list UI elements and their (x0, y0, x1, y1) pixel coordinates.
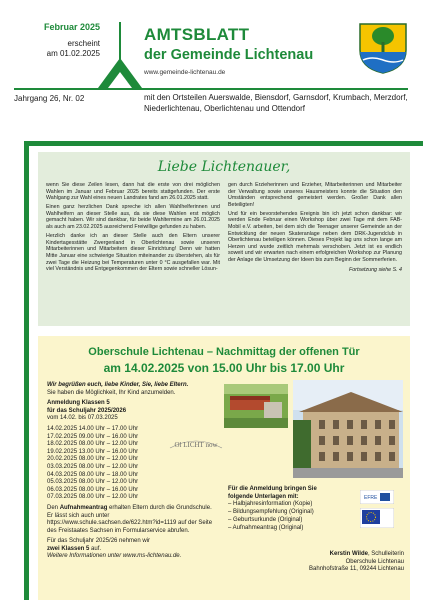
issue-info (14, 22, 100, 59)
greeting-paragraph: wenn Sie diese Zeilen lesen, dann hat die erste von drei möglichen Wahlen im Januar und Februar 2025 bereits stattgefunden. Der erste Wahlgang zur Wahl eines neuen Landrates fand am 26.01.2025 statt. (46, 182, 220, 202)
signer-address: Bahnhofstraße 11, 09244 Lichtenau (309, 566, 404, 573)
application-form-text (47, 505, 215, 535)
greeting-column-1 (46, 182, 220, 275)
registration-year: für das Schuljahr 2025/2026 (47, 407, 127, 414)
green-frame-left (24, 141, 29, 600)
greeting-paragraph: Einen ganz herzlichen Dank spreche ich allen Wahlhelferinnen und Wahlhelfern an dieser Stelle aus, da sie diese Wahlen erst möglich gemacht haben. Wir sind dankbar, für beide Wahltermine am 26.01.2025 als auch am 23.02.2025 ausreichend Freiwillige gefunden zu haben. (46, 204, 220, 231)
logo-triangle-icon (98, 58, 142, 88)
eu-flag-icon (360, 508, 394, 528)
next-year-classes (47, 546, 215, 554)
form-pre: Den (47, 504, 60, 511)
documents-heading: Für die Anmeldung bringen Sie folgende Unterlagen mit: (228, 486, 317, 500)
registration-period: vom 14.02. bis 07.03.2025 (47, 415, 118, 422)
greeting-paragraph: Und für ein bevorstehendes Ereignis bin ich jetzt schon dankbar: wir werden Ende Februar einen Workshop über zwei Tage mit dem FAB-Mobil e.V. arbeiten, bei dem sich die Teenager unserer Gemeinde an der Entwicklung der neuen Skateranlage neben dem DRK-Jugendclub in Oberlichtenau beteiligen können. Dieses Projekt lag uns schon lange am Herzen und wurde zeitlich mehrmals verschoben. Jetzt ist es endlich soweit und wir erwarten nach einem erfolgreichen Workshop zur Planung der Anlage die Umsetzung der Ideen bis zum Beginn der Sommerferien. (228, 210, 402, 264)
school-left-column (47, 382, 215, 561)
website-link[interactable]: www.gemeinde-lichtenau.de (144, 69, 226, 76)
issue-month: Februar 2025 (43, 22, 100, 32)
masthead-title: AMTSBLATT (144, 25, 250, 44)
date-row: 18.02.2025 08.00 Uhr – 12.00 Uhr (47, 441, 139, 448)
greeting-panel (38, 152, 410, 326)
date-row: 03.03.2025 08.00 Uhr – 12.00 Uhr (47, 463, 139, 470)
date-row: 19.02.2025 13.00 Uhr – 16.00 Uhr (47, 448, 139, 455)
efre-label: EFRE (364, 495, 378, 501)
school-building-photo (293, 380, 403, 478)
date-row: 14.02.2025 14.00 Uhr – 17.00 Uhr (47, 425, 139, 432)
document-item: – Geburtsurkunde (Original) (228, 516, 303, 523)
documents-list (228, 486, 338, 532)
efre-funding-logo (360, 490, 394, 504)
school-title: Oberschule Lichtenau – Nachmittag der offenen Tür (88, 346, 360, 358)
school-aerial-photo (224, 384, 288, 428)
next-year-end: auf. (89, 545, 102, 552)
next-year-bold: zwei Klassen 5 (47, 545, 90, 552)
signer (298, 551, 404, 559)
masthead-subtitle: der Gemeinde Lichtenau (144, 47, 314, 63)
date-row: 17.02.2025 09.00 Uhr – 16.00 Uhr (47, 433, 139, 440)
form-post: erhalten Eltern durch die Grundschule. Er lässt sich auch unter https://www.schule.sachsen.de/622.htm?id=1119 auf der Seite des Freistaates Sachsen im Formularservice abrufen. (47, 504, 213, 534)
volume-number: Jahrgang 26, Nr. 02 (14, 94, 85, 103)
greeting-title: Liebe Lichtenauer, (157, 159, 291, 175)
document-item: – Bildungsempfehlung (Original) (228, 509, 314, 516)
registration-heading: Anmeldung Klassen 5 (47, 400, 110, 407)
greeting-paragraph: Herzlich danke ich an dieser Stelle auch den Eltern unserer Kindertagesstätte Zwergenland in Oberlichtenau sowie unseren Mitarbeiterinnen und Mitarbeitern dieser Einrichtung! Denn wir hatten Mitte Januar eine schwierige Situation miteinander zu überstehen, als für zwei Tage die Heizung bei Temperaturen unter 0 °C ausgefallen war. Mit viel Verständnis und Entgegenkommen der Eltern sowie schneller Lösun- (46, 233, 220, 273)
school-date-title: am 14.02.2025 von 15.00 Uhr bis 17.00 Uhr (103, 361, 345, 375)
date-row: 06.03.2025 08.00 Uhr – 16.00 Uhr (47, 486, 139, 493)
date-row: 07.03.2025 08.00 Uhr – 12.00 Uhr (47, 494, 139, 501)
date-row: 05.03.2025 08.00 Uhr – 12.00 Uhr (47, 479, 139, 486)
school-stamp-logo (166, 432, 226, 456)
coat-of-arms-icon (358, 22, 408, 74)
more-info-link[interactable]: Weitere Informationen unter www.ms-lichtenau.de. (47, 553, 182, 560)
stamp-text: Ol LICHT now (174, 441, 218, 449)
signer-school: Oberschule Lichtenau (345, 558, 404, 565)
document-item: – Aufnahmeantrag (Original) (228, 524, 304, 531)
greeting-column-2 (228, 182, 402, 273)
signer-role: , Schulleiterin (367, 551, 404, 557)
document-item: – Halbjahresinformation (Kopie) (228, 501, 313, 508)
appears-label: erscheint (67, 39, 100, 48)
chance-text: Sie haben die Möglichkeit, Ihr Kind anzumelden. (47, 389, 176, 396)
welcome-text: Wir begrüßen euch, liebe Kinder, Sie, liebe Eltern. (47, 382, 189, 388)
signature-block (298, 551, 404, 574)
date-row: 20.02.2025 08.00 Uhr – 12.00 Uhr (47, 456, 139, 463)
continued-note: Fortsetzung siehe S. 4 (349, 266, 402, 273)
localities-text: mit den Ortsteilen Auerswalde, Biensdorf, Garnsdorf, Krumbach, Merzdorf, Niederlichtenau, Oberlichtenau und Ottendorf (144, 93, 408, 113)
appears-date: am 01.02.2025 (46, 49, 100, 58)
header-divider (14, 88, 408, 90)
greeting-paragraph: gen durch Erzieherinnen und Erzieher, Mitarbeiterinnen und Mitarbeiter der Verwaltung sowie unseres Hausmeisters konnte die Situation den Umständen entsprechend gemeistert werden. Großer Dank allen Beteiligten! (228, 182, 402, 208)
green-frame-top (24, 141, 423, 146)
form-bold: Aufnahmeantrag (59, 504, 108, 511)
date-row: 04.03.2025 08.00 Uhr – 18.00 Uhr (47, 471, 139, 478)
school-open-day-panel (38, 336, 410, 600)
next-year-text: Für das Schuljahr 2025/26 nehmen wir (47, 538, 151, 545)
signer-name: Kerstin Wilde (329, 551, 368, 557)
